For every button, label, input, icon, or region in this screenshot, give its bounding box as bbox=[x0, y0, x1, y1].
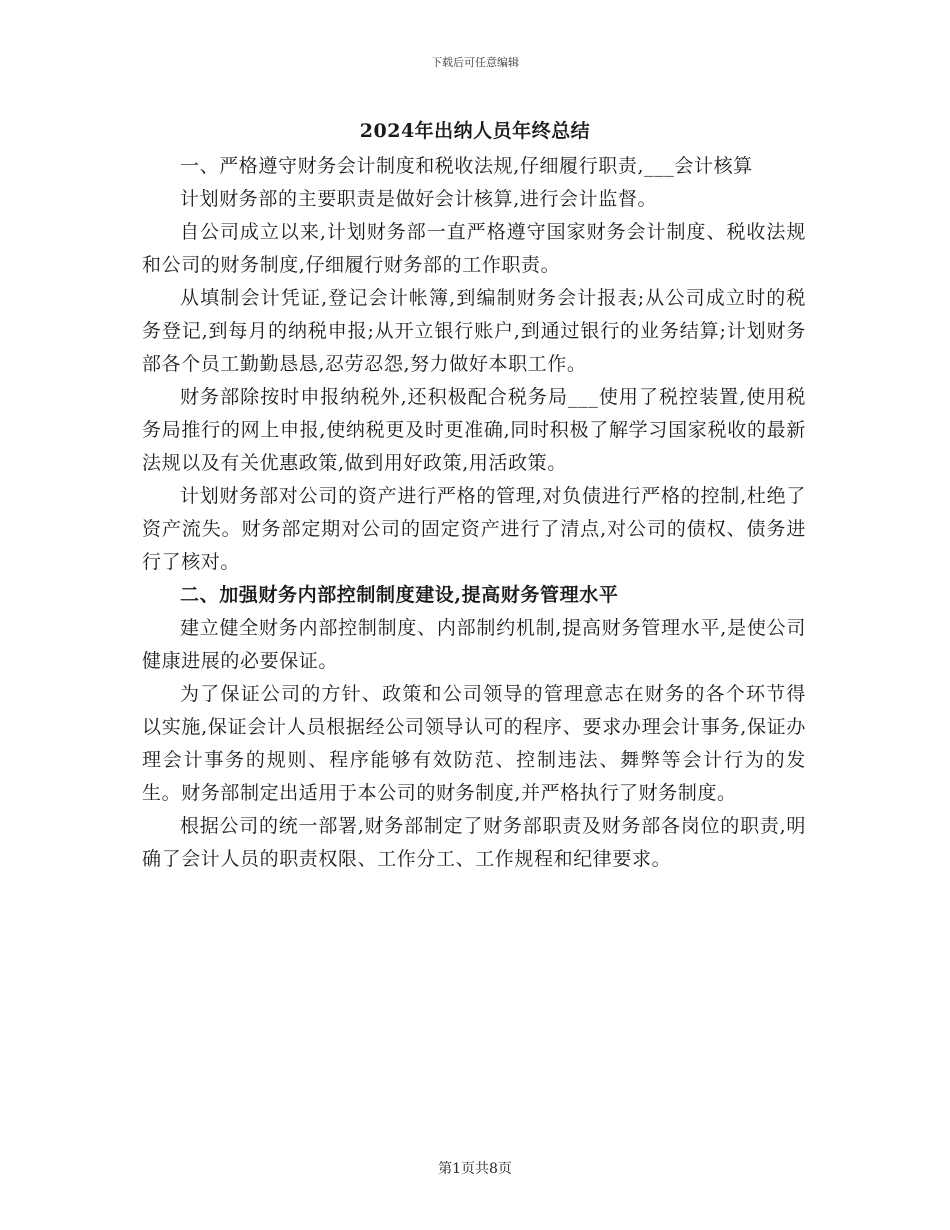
paragraph-8: 为了保证公司的方针、政策和公司领导的管理意志在财务的各个环节得以实施,保证会计人员根据经公司领导认可的程序、要求办理会计事务,保证办理会计事务的规则、程序能够有效防范、控制违法、舞弊等会计行为的发生。财务部制定出适用于本公司的财务制度,并严格执行了财务制度。 bbox=[142, 683, 806, 804]
document-body bbox=[142, 150, 806, 876]
paragraph-7: 建立健全财务内部控制制度、内部制约机制,提高财务管理水平,是使公司健康进展的必要保证。 bbox=[142, 617, 806, 672]
paragraph-3: 自公司成立以来,计划财务部一直严格遵守国家财务会计制度、税收法规和公司的财务制度,仔细履行财务部的工作职责。 bbox=[142, 221, 806, 276]
section-heading-2: 二、加强财务内部控制制度建设,提高财务管理水平 bbox=[180, 584, 619, 606]
paragraph-9: 根据公司的统一部署,财务部制定了财务部职责及财务部各岗位的职责,明确了会计人员的职责权限、工作分工、工作规程和纪律要求。 bbox=[142, 815, 806, 870]
paragraph-5: 财务部除按时申报纳税外,还积极配合税务局___使用了税控装置,使用税务局推行的网上申报,使纳税更及时更准确,同时积极了解学习国家税收的最新法规以及有关优惠政策,做到用好政策,用活政策。 bbox=[142, 386, 806, 474]
paragraph-2: 计划财务部的主要职责是做好会计核算,进行会计监督。 bbox=[180, 188, 658, 210]
paragraph-4: 从填制会计凭证,登记会计帐簿,到编制财务会计报表;从公司成立时的税务登记,到每月的纳税申报;从开立银行账户,到通过银行的业务结算;计划财务部各个员工勤勤恳恳,忍劳忍怨,努力做好本职工作。 bbox=[142, 287, 806, 375]
page-header: 下载后可任意编辑 bbox=[431, 56, 519, 69]
page-footer: 第1页共8页 bbox=[438, 1161, 512, 1177]
document-title: 2024年出纳人员年终总结 bbox=[359, 120, 591, 142]
paragraph-6: 计划财务部对公司的资产进行严格的管理,对负债进行严格的控制,杜绝了资产流失。财务部定期对公司的固定资产进行了清点,对公司的债权、债务进行了核对。 bbox=[142, 485, 806, 573]
paragraph-1: 一、严格遵守财务会计制度和税收法规,仔细履行职责,___会计核算 bbox=[180, 155, 753, 177]
